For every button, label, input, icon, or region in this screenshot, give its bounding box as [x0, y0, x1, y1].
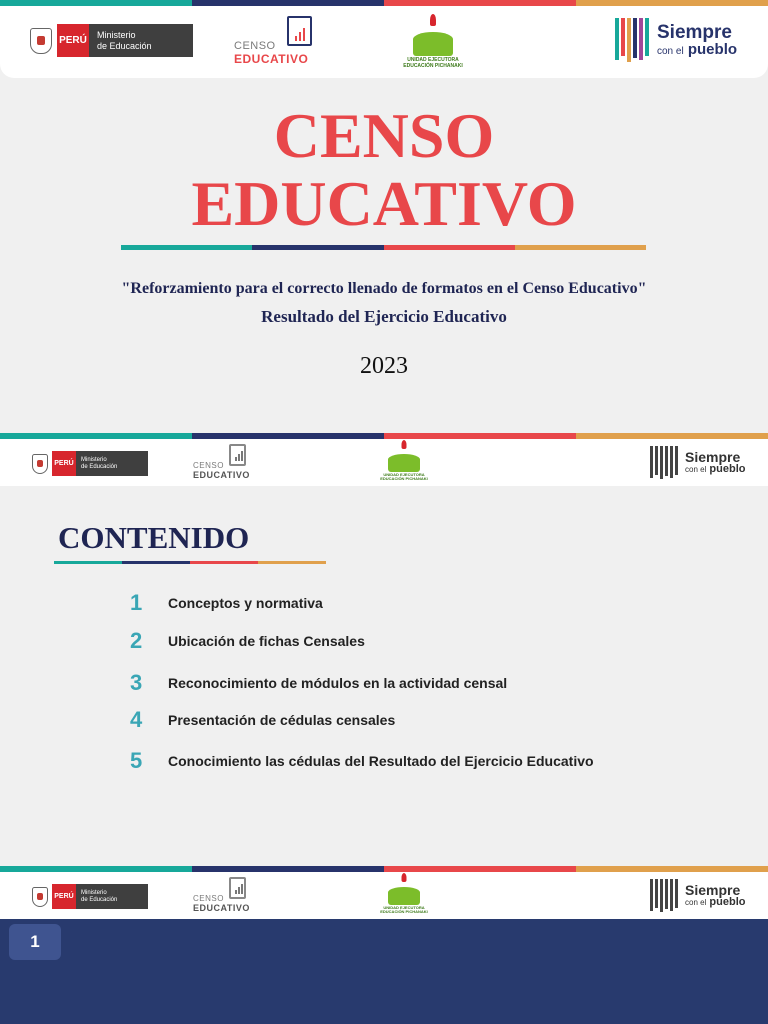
toc-item-3[interactable]	[130, 670, 507, 696]
page-number-button[interactable]: 1	[9, 924, 61, 960]
toc-number: 4	[130, 707, 143, 732]
toc-item-4[interactable]	[130, 707, 395, 733]
header-logo-bar	[0, 6, 768, 78]
siempre-con-el-pueblo-logo: Siempre con el pueblo	[650, 446, 745, 479]
section-logo-bar	[0, 439, 768, 486]
toc-label: Ubicación de fichas Censales	[168, 633, 365, 649]
chart-document-icon	[287, 16, 312, 46]
censo-educativo-logo: CENSO EDUCATIVO	[234, 40, 309, 66]
toc-number: 3	[130, 670, 143, 695]
censo-educativo-logo: CENSO EDUCATIVO	[193, 894, 250, 913]
minedu-logo: PERÚ Ministerio de Educación	[32, 884, 148, 909]
toc-item-1[interactable]	[130, 590, 323, 616]
toc-label: Conocimiento las cédulas del Resultado del Ejercicio Educativo	[168, 753, 594, 769]
columns-icon	[650, 446, 680, 479]
cover-year: 2023	[360, 353, 408, 379]
toc-number: 5	[130, 748, 143, 773]
cover-subtitle-2: Resultado del Ejercicio Educativo	[261, 307, 507, 326]
cover-title-line2: EDUCATIVO	[191, 168, 577, 239]
peru-shield-icon	[30, 28, 52, 54]
toc-label: Reconocimiento de módulos en la actividad censal	[168, 675, 508, 691]
toc-label: Presentación de cédulas censales	[168, 712, 396, 728]
toc-label: Conceptos y normativa	[168, 595, 323, 611]
columns-icon	[615, 18, 651, 62]
peru-shield-icon	[32, 454, 48, 474]
chart-document-icon	[229, 444, 246, 466]
peru-shield-icon	[32, 887, 48, 907]
book-flame-icon	[388, 873, 420, 905]
viewer-footer	[0, 919, 768, 1024]
contents-heading: CONTENIDO	[58, 520, 250, 555]
ministerio-label: Ministerio de Educación	[89, 24, 193, 57]
chart-document-icon	[229, 877, 246, 899]
book-flame-icon	[388, 440, 420, 472]
toc-item-5[interactable]	[130, 748, 594, 774]
minedu-logo: PERÚ Ministerio de Educación	[32, 451, 148, 476]
toc-item-2[interactable]	[130, 628, 365, 654]
siempre-con-el-pueblo-logo: Siempre con el pueblo	[650, 879, 745, 912]
toc-number: 1	[130, 590, 143, 615]
toc-number: 2	[130, 628, 143, 653]
unidad-ejecutora-logo: UNIDAD EJECUTORA EDUCACIÓN PICHANAKI	[388, 14, 478, 69]
book-flame-icon	[413, 14, 453, 56]
contents-underline	[54, 561, 326, 564]
cover-title-line1: CENSO	[273, 100, 495, 171]
title-underline	[121, 245, 646, 250]
peru-label: PERÚ	[57, 24, 89, 57]
minedu-logo	[30, 24, 193, 57]
columns-icon	[650, 879, 680, 912]
unidad-ejecutora-logo: UNIDAD EJECUTORA EDUCACIÓN PICHANAKI	[366, 440, 442, 482]
cover-subtitle: "Reforzamiento para el correcto llenado de formatos en el Censo Educativo"	[121, 280, 647, 297]
bottom-logo-bar	[0, 872, 768, 919]
siempre-con-el-pueblo-logo: Siempre con el pueblo	[615, 18, 737, 62]
unidad-ejecutora-logo: UNIDAD EJECUTORA EDUCACIÓN PICHANAKI	[366, 873, 442, 915]
censo-educativo-logo: CENSO EDUCATIVO	[193, 461, 250, 480]
